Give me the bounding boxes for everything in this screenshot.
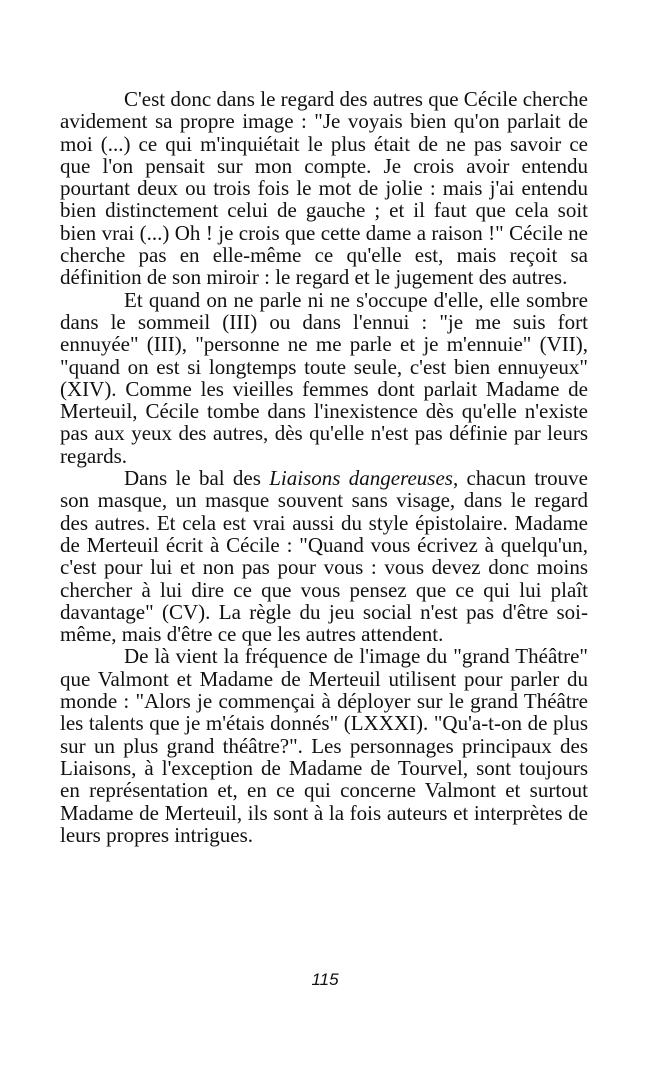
paragraph-text: De là vient la fréquence de l'image du "grand Théâtre" que Valmont et Madame de Merteuil utilisent pour parler du monde : "Alors je commençai à déployer sur le grand Théâtre les talents que je m'étais donnés" (LXXXI). "Qu'a-t-on de plus sur un plus grand théâtre?". Les personnages principaux des Liaisons, à l'exception de Madame de Tourvel, sont toujours en représentation et, en ce qui concerne Valmont et surtout Madame de Merteuil, ils sont à la fois auteurs et interprètes de leurs propres intrigues. — [60, 644, 588, 847]
paragraph-cecile-image — [60, 88, 588, 289]
paragraph-cecile-ennui — [60, 289, 588, 467]
paragraph-text: Dans le bal des — [124, 466, 270, 491]
paragraph-text: Et quand on ne parle ni ne s'occupe d'elle, elle sombre dans le sommeil (III) ou dans l'ennui : "je me suis fort ennuyée" (III), "personne ne me parle et je m'ennuie" (VII), "quand on est si longtemps toute seule, c'est bien ennuyeux" (XIV). Comme les vieilles femmes dont parlait Madame de Merteuil, Cécile tombe dans l'inexistence dès qu'elle n'existe pas aux yeux des autres, dès qu'elle n'est pas définie par leurs regards. — [60, 287, 588, 468]
page-body — [60, 88, 588, 846]
book-title-italic: Liaisons dangereuses — [269, 466, 453, 491]
paragraph-grand-theatre — [60, 645, 588, 846]
paragraph-text: , chacun trouve son masque, un masque souvent sans visage, dans le regard des autres. Et cela est vrai aussi du style épistolaire. Madame de Merteuil écrit à Cécile : "Quand vous écrivez à quelqu'un, c'est pour lui et non pas pour vous : vous devez donc moins chercher à lui dire ce que vous pensez que ce qui lui plaît davantage" (CV). La règle du jeu social n'est pas d'être soi-même, mais d'être ce que les autres attendent. — [60, 466, 588, 647]
paragraph-bal-masque — [60, 467, 588, 645]
paragraph-text: C'est donc dans le regard des autres que Cécile cherche avidement sa propre image : "Je voyais bien qu'on parlait de moi (...) ce qui m'inquiétait le plus était de ne pas savoir ce que l'on pensait sur mon compte. Je crois avoir entendu pourtant deux ou trois fois le mot de jolie : mais j'ai entendu bien distinctement celui de gauche ; et il faut que cela soit bien vrai (...) Oh ! je crois que cette dame a raison !" Cécile ne cherche pas en elle-même ce qu'elle est, mais reçoit sa définition de son miroir : le regard et le jugement des autres. — [60, 87, 588, 290]
page-number: 115 — [311, 970, 339, 989]
